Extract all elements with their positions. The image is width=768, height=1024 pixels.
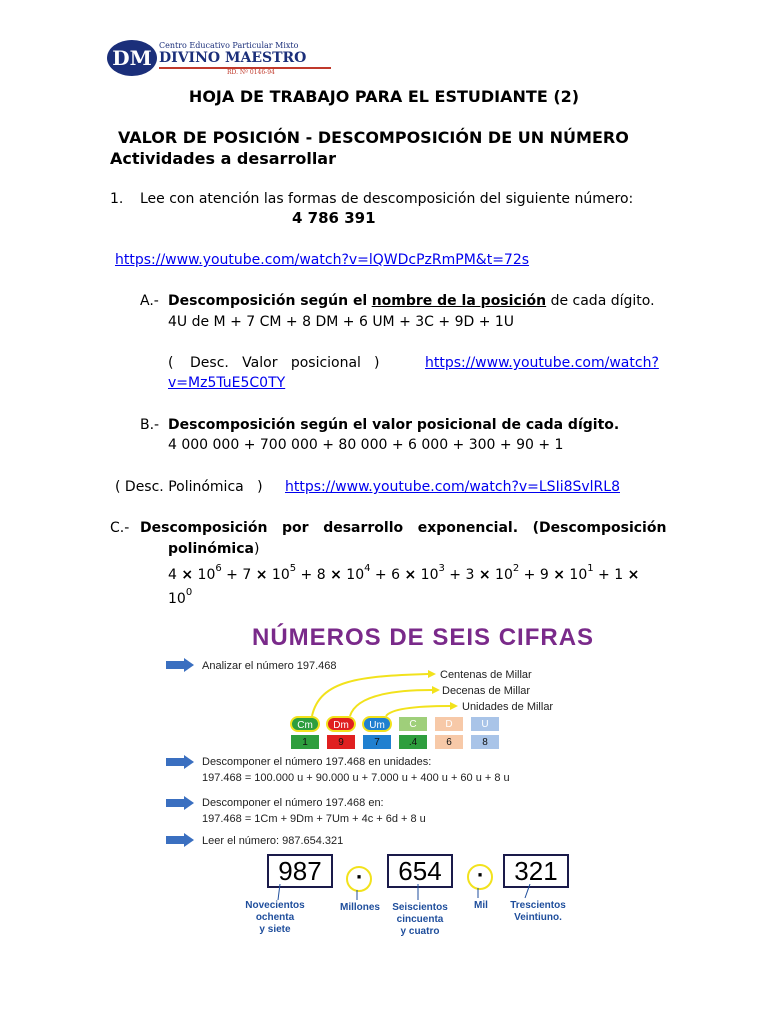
analyze-text: Analizar el número 197.468 bbox=[202, 660, 337, 672]
sectionA-post: de cada dígito. bbox=[546, 293, 655, 309]
exponential-term: $4 \times 10^6$ bbox=[168, 563, 222, 583]
exponential-term: $7 \times 10^5$ bbox=[242, 563, 297, 583]
label-group-321: Trescientos Veintiuno. bbox=[510, 900, 566, 923]
sectionA-bold: Descomposición según el bbox=[168, 293, 368, 309]
item1-main-number: 4 786 391 bbox=[292, 209, 376, 227]
place-digit: 7 bbox=[362, 734, 392, 750]
place-header-um: Um bbox=[362, 716, 392, 732]
label-millones: Millones bbox=[339, 902, 380, 913]
label-group-987: Novecientos ochenta y siete bbox=[245, 900, 305, 935]
place-header-cm: Cm bbox=[290, 716, 320, 732]
place-digit: 1 bbox=[290, 734, 320, 750]
school-line1: Centro Educativo Particular Mixto bbox=[159, 41, 299, 50]
sectionC-close-paren: ) bbox=[253, 541, 260, 557]
sectionA-label: A.- bbox=[140, 293, 159, 309]
step3-formula: 197.468 = 1Cm + 9Dm + 7Um + 4c + 6d + 8 u bbox=[202, 813, 426, 825]
exponential-term: $9 \times 10^1$ bbox=[539, 563, 594, 583]
sectionB-label: B.- bbox=[140, 417, 160, 433]
arrow-icon bbox=[166, 755, 194, 769]
sectionB-formula: 4 000 000 + 700 000 + 80 000 + 6 000 + 300 + 90 + 1 bbox=[168, 437, 564, 453]
school-logo bbox=[107, 40, 332, 76]
group-987: 987 bbox=[267, 854, 333, 888]
place-digit: 8 bbox=[470, 734, 500, 750]
sectionA-formula: 4U de M + 7 CM + 8 DM + 6 UM + 3C + 9D + 1U bbox=[168, 314, 515, 330]
sectionA-bold-underlined: nombre de la posición bbox=[371, 293, 547, 309]
activities-heading: Actividades a desarrollar bbox=[110, 149, 336, 168]
infographic bbox=[160, 620, 610, 940]
logo-emblem: DM bbox=[107, 40, 157, 76]
school-name: DIVINO MAESTRO bbox=[159, 50, 307, 66]
place-value-table bbox=[290, 716, 506, 750]
step4-title: Leer el número: 987.654.321 bbox=[202, 835, 344, 847]
exponential-term: $1 \times 10^0$ bbox=[168, 567, 640, 607]
sectionB-heading: Descomposición según el valor posicional de cada dígito. bbox=[168, 417, 620, 433]
group-654: 654 bbox=[387, 854, 453, 888]
step3-title: Descomponer el número 197.468 en: bbox=[202, 797, 384, 809]
dot-millions: · bbox=[346, 866, 372, 892]
sectionA-link-line2[interactable]: v=Mz5TuE5C0TY bbox=[168, 375, 286, 391]
dot-thousands: · bbox=[467, 864, 493, 890]
arrow-icon bbox=[166, 796, 194, 810]
step2-formula: 197.468 = 100.000 u + 90.000 u + 7.000 u + 400 u + 60 u + 8 u bbox=[202, 772, 510, 784]
sectionC-heading-line2 bbox=[168, 539, 259, 559]
place-digit: 6 bbox=[434, 734, 464, 750]
sectionA-link-line1[interactable]: https://www.youtube.com/watch? bbox=[425, 355, 659, 371]
exponential-term: $3 \times 10^2$ bbox=[465, 563, 520, 583]
sectionC-bold-line2: polinómica bbox=[168, 541, 254, 557]
item1-text: Lee con atención las formas de descomposición del siguiente número: bbox=[140, 191, 634, 207]
place-header-d: D bbox=[434, 716, 464, 732]
sectionA-note-open: ( bbox=[168, 355, 174, 371]
place-header-c: C bbox=[398, 716, 428, 732]
label-group-654: Seiscientos cincuenta y cuatro bbox=[392, 902, 448, 937]
group-321: 321 bbox=[503, 854, 569, 888]
page-subtitle: VALOR DE POSICIÓN - DESCOMPOSICIÓN DE UN NÚMERO bbox=[118, 128, 629, 147]
sectionC-heading-line1: Descomposición por desarrollo exponencial. (Descomposición bbox=[140, 520, 667, 536]
sectionA-note-text: Desc. Valor posicional bbox=[190, 355, 361, 371]
label-centenas-millar: Centenas de Millar bbox=[440, 669, 532, 681]
place-digit: 9 bbox=[326, 734, 356, 750]
infographic-title: NÚMEROS DE SEIS CIFRAS bbox=[252, 624, 595, 651]
item1-number: 1. bbox=[110, 191, 124, 207]
school-code: RD. Nº 0146-94 bbox=[227, 69, 275, 76]
step2-title: Descomponer el número 197.468 en unidades: bbox=[202, 756, 432, 768]
page-title: HOJA DE TRABAJO PARA EL ESTUDIANTE (2) bbox=[188, 87, 580, 106]
exponential-term: $6 \times 10^3$ bbox=[391, 563, 445, 583]
item1-youtube-link[interactable]: https://www.youtube.com/watch?v=lQWDcPzRmPM&t=72s bbox=[115, 252, 530, 268]
place-digit: .4 bbox=[398, 734, 428, 750]
label-decenas-millar: Decenas de Millar bbox=[442, 685, 531, 697]
label-unidades-millar: Unidades de Millar bbox=[462, 701, 554, 713]
sectionA-heading bbox=[168, 291, 655, 311]
sectionA-note-close: ) bbox=[374, 355, 380, 371]
place-header-u: U bbox=[470, 716, 500, 732]
sectionC-exponential-formula: $4 \times 10^6 + 7 \times 10^5 + 8 \times 10^4 + 6 \times 10^3 + 3 \times 10^2 + 9 \times 10^1 + 1 \times 10^0$ bbox=[168, 563, 640, 607]
sectionB-youtube-link[interactable]: https://www.youtube.com/watch?v=LSIi8SvlRL8 bbox=[285, 479, 620, 495]
sectionB-note: ( Desc. Polinómica ) bbox=[115, 479, 263, 495]
label-mil: Mil bbox=[474, 900, 488, 911]
sectionC-label: C.- bbox=[110, 520, 130, 536]
place-header-dm: Dm bbox=[326, 716, 356, 732]
exponential-term: $8 \times 10^4$ bbox=[316, 563, 371, 583]
arrow-icon bbox=[166, 833, 194, 847]
